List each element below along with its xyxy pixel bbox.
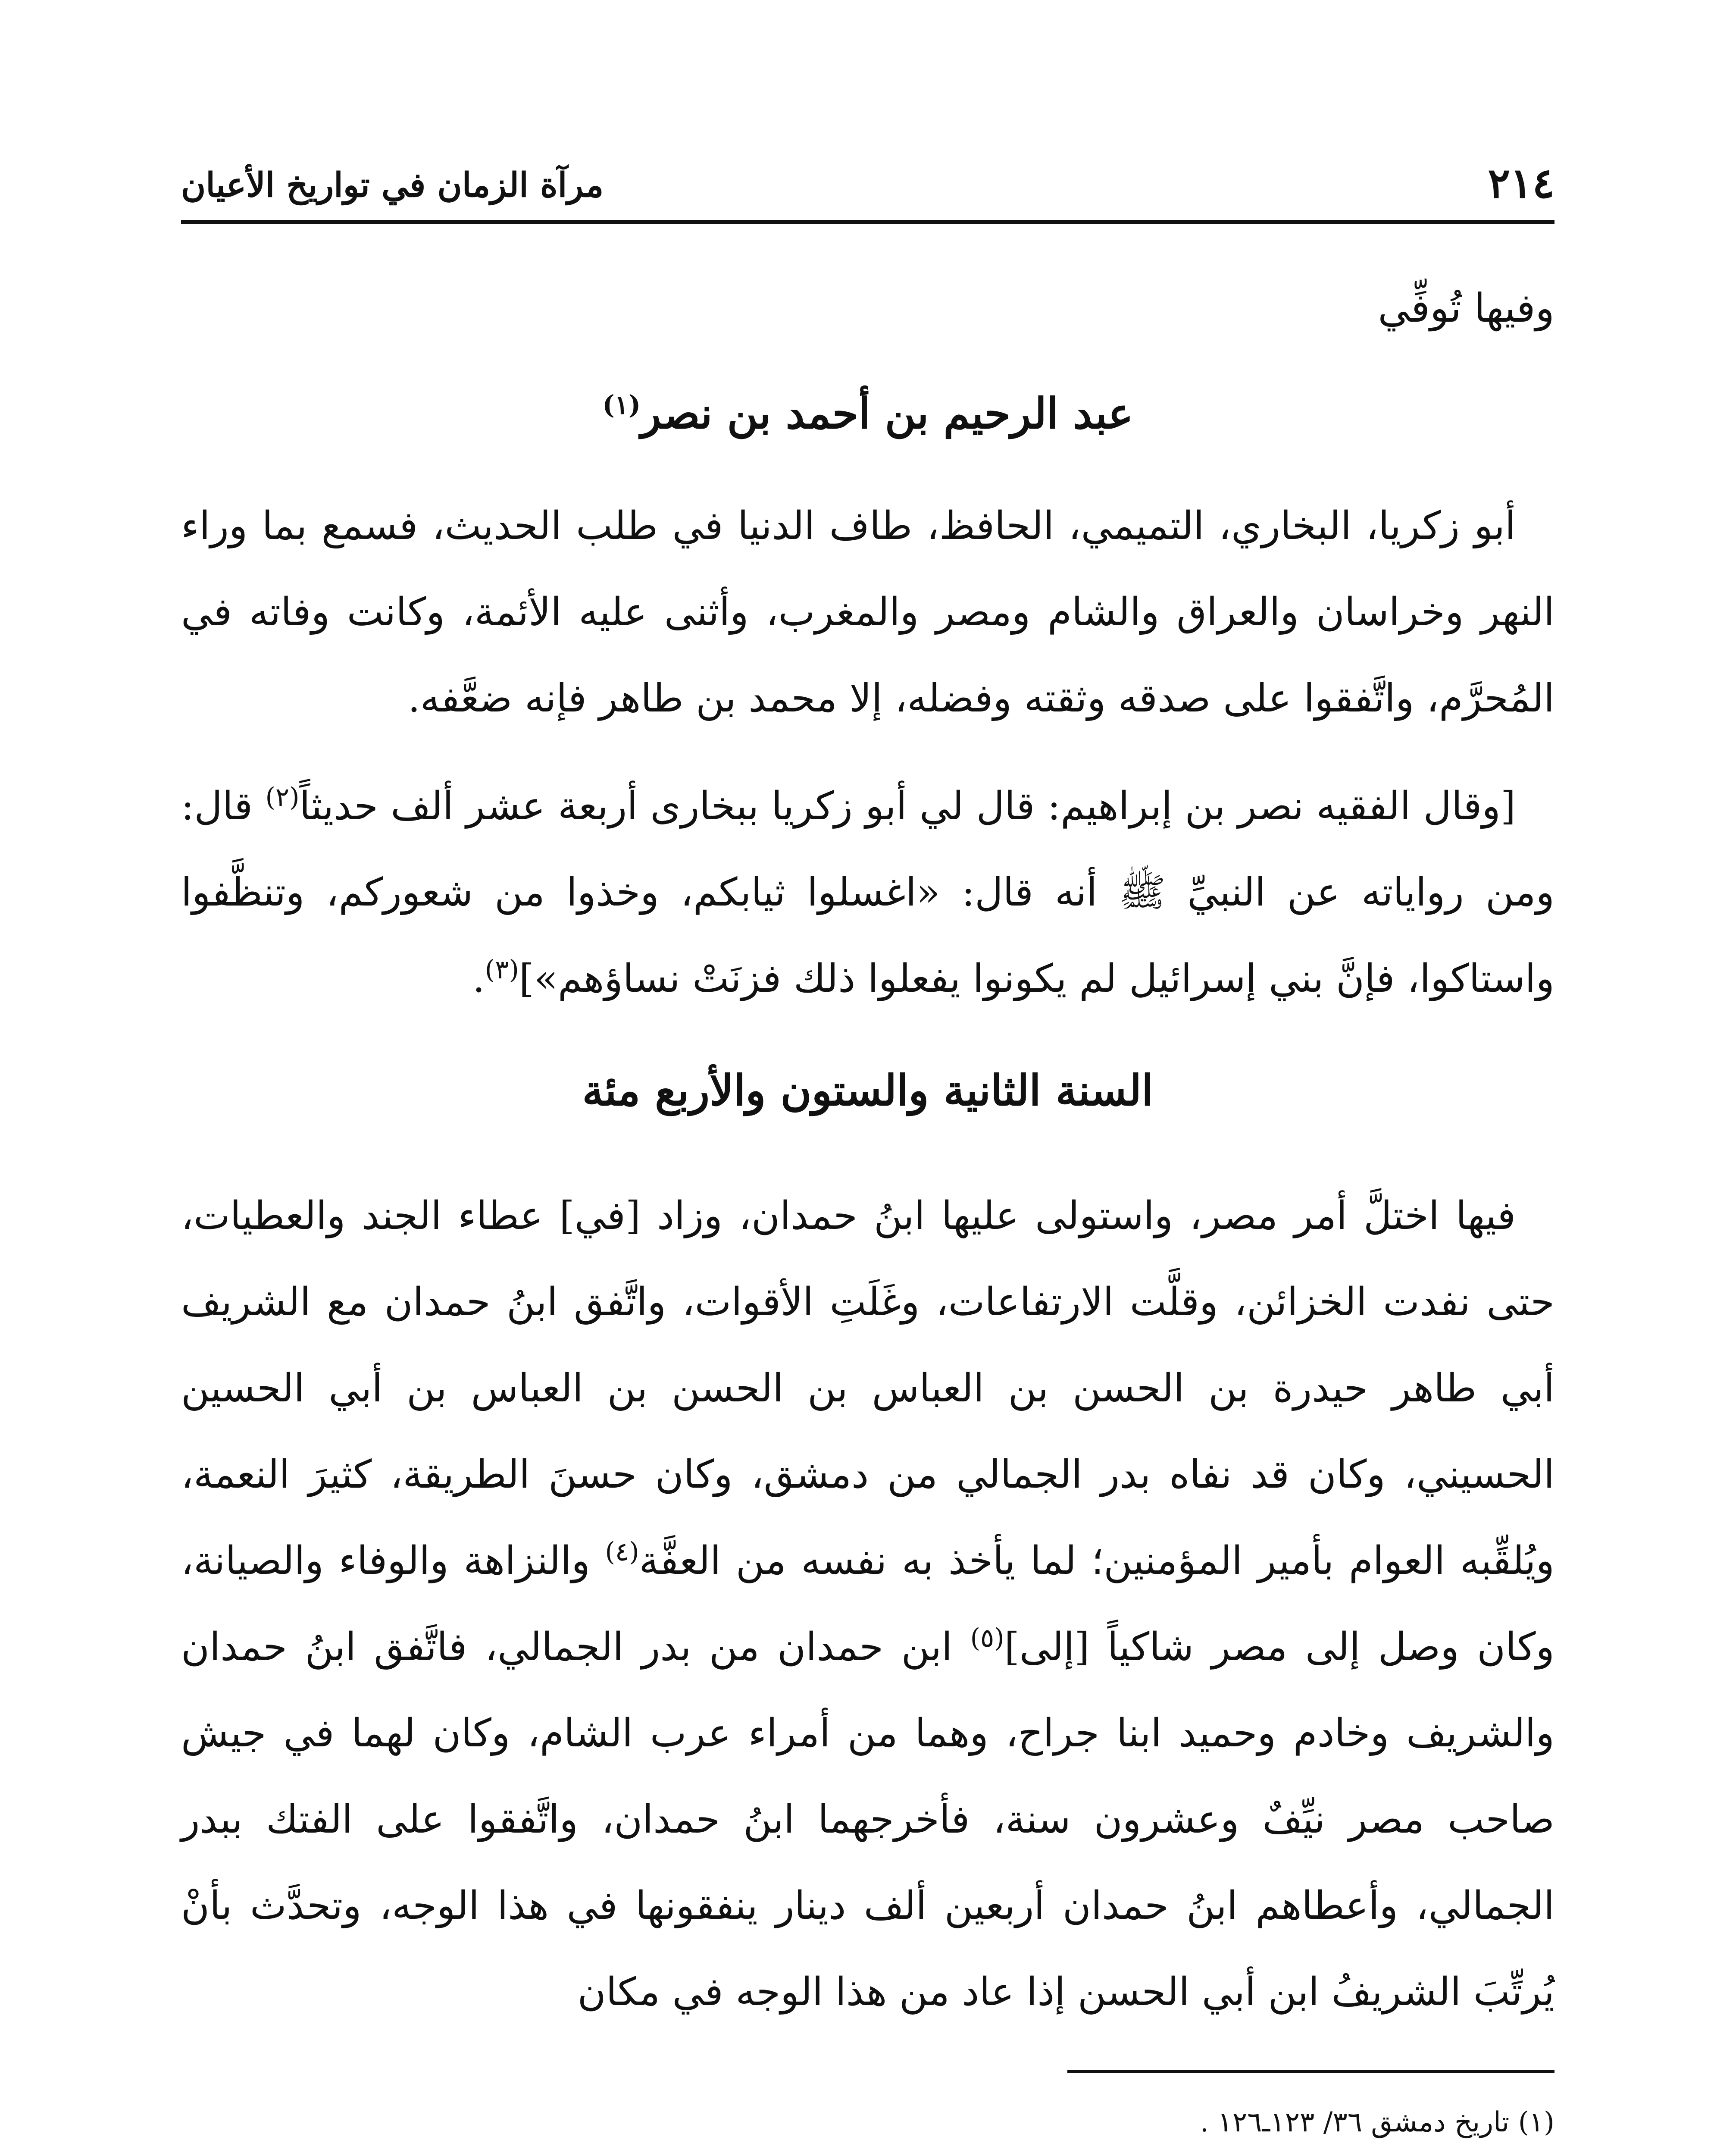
page-number: ٢١٤ [1488, 159, 1554, 207]
page-header [181, 155, 1554, 224]
footnote-ref-5: (٥) [970, 1623, 1004, 1653]
biography-heading-text: عبد الرحيم بن أحمد بن نصر [641, 389, 1133, 439]
paragraph-2-part-b: قال: ومن رواياته عن النبيِّ ﷺ أنه قال: «اغسلوا ثيابكم، وخذوا من شعوركم، وتنظَّفوا واستاكوا، فإنَّ بني إسرائيل لم يكونوا يفعلوا ذلك فزنَتْ نساؤهم»] [181, 783, 1554, 1001]
paragraph-3-part-c: ابن حمدان من بدر الجمالي، فاتَّفق ابنُ حمدان والشريف وخادم وحميد ابنا جراح، وهما من أمراء عرب الشام، وكان لهما في جيش صاحب مصر نيِّفٌ وعشرون سنة، فأخرجهما ابنُ حمدان، واتَّفقوا على الفتك ببدر الجمالي، وأعطاهم ابنُ حمدان أربعين ألف دينار ينفقونها في هذا الوجه، وتحدَّث بأنْ يُرتِّبَ الشريفُ ابن أبي الحسن إذا عاد من هذا الوجه في مكان [181, 1624, 1554, 2015]
paragraph-3-part-a: فيها اختلَّ أمر مصر، واستولى عليها ابنُ حمدان، وزاد [في] عطاء الجند والعطيات، حتى نفدت الخزائن، وقلَّت الارتفاعات، وغَلَتِ الأقوات، واتَّفق ابنُ حمدان مع الشريف أبي طاهر حيدرة بن الحسن بن العباس بن الحسن بن العباس بن أبي الحسين الحسيني، وكان قد نفاه بدر الجمالي من دمشق، وكان حسنَ الطريقة، كثيرَ النعمة، ويُلقِّبه العوام بأمير المؤمنين؛ لما يأخذ به نفسه من العفَّة [181, 1193, 1555, 1583]
paragraph-2 [181, 763, 1554, 1022]
paragraph-1: أبو زكريا، البخاري، التميمي، الحافظ، طاف الدنيا في طلب الحديث، فسمع بما وراء النهر وخراسان والعراق والشام ومصر والمغرب، وأثنى عليه الأئمة، وكانت وفاته في المُحرَّم، واتَّفقوا على صدقه وثقته وفضله، إلا محمد بن طاهر فإنه ضعَّفه. [181, 503, 1554, 721]
paragraph-2-part-c: . [472, 956, 485, 1001]
footnote-ref-1: (١) [602, 390, 641, 420]
biography-heading [181, 379, 1554, 448]
footnotes [181, 2096, 1554, 2156]
paragraph-3-part-b: والنزاهة والوفاء والصيانة، وكان وصل إلى مصر شاكياً [إلى] [181, 1538, 1554, 1670]
running-title: مرآة الزمان في تواريخ الأعيان [181, 166, 604, 205]
footnote-1: (١) تاريخ دمشق ٣٦/ ١٢٣ـ١٢٦ . [1200, 2106, 1554, 2138]
paragraph-3 [181, 1173, 1554, 2035]
footnote-ref-3: (٣) [485, 955, 519, 985]
footnote-ref-2: (٢) [265, 782, 300, 812]
intro-line: وفيها تُوفِّي [1378, 285, 1554, 331]
paragraph-2-part-a: [وقال الفقيه نصر بن إبراهيم: قال لي أبو زكريا ببخارى أربعة عشر ألف حديثاً [299, 783, 1516, 829]
year-heading: السنة الثانية والستون والأربع مئة [582, 1066, 1154, 1116]
footnote-ref-4: (٤) [605, 1537, 639, 1567]
footnote-divider [1067, 2070, 1554, 2073]
footnote-2 [181, 2150, 1554, 2156]
